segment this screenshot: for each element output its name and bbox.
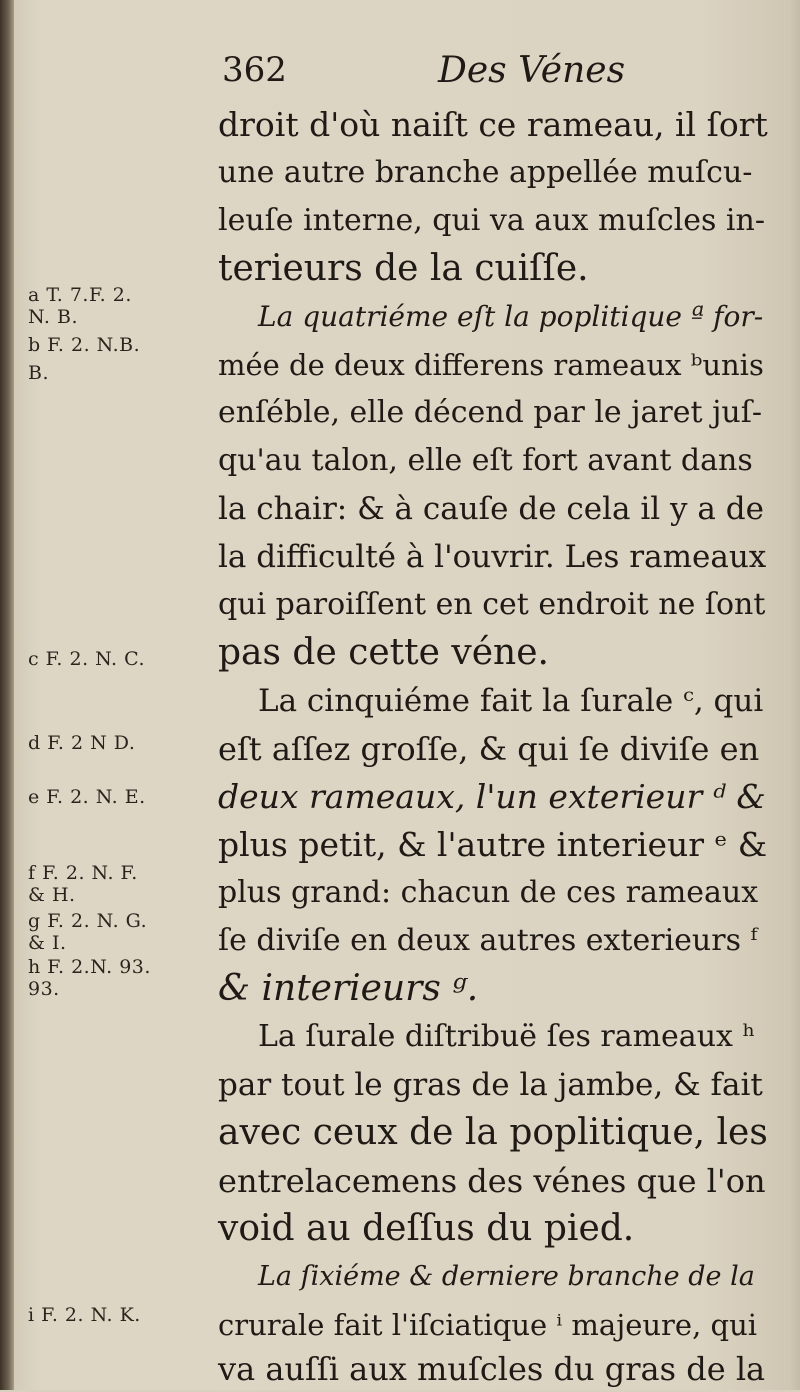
text-line: La quatriéme eſt la poplitique ª for-: [258, 300, 764, 333]
text-line: la chair: & à cauſe de cela il y a de: [218, 491, 764, 527]
text-line: leuſe interne, qui va aux muſcles in-: [218, 203, 765, 238]
book-binding-shadow: [0, 0, 14, 1390]
text-line: mée de deux differens rameaux ᵇunis: [218, 348, 764, 382]
page-header: [0, 50, 800, 100]
margin-note: a T. 7.F. 2.: [28, 284, 132, 306]
text-line: terieurs de la cuiſſe.: [218, 248, 589, 289]
margin-note: f F. 2. N. F.: [28, 862, 138, 884]
margin-note: 93.: [28, 978, 60, 1000]
text-line: plus petit, & l'autre interieur ᵉ &: [218, 825, 768, 864]
margin-note: c F. 2. N. C.: [28, 648, 146, 670]
text-line: ſe diviſe en deux autres exterieurs ᶠ: [218, 923, 758, 958]
text-line: avec ceux de la poplitique, les: [218, 1112, 768, 1153]
margin-note: & H.: [28, 884, 76, 906]
margin-note: b F. 2. N.B.: [28, 334, 141, 356]
text-line: enſéble, elle décend par le jaret juſ-: [218, 395, 762, 430]
margin-note: g F. 2. N. G.: [28, 910, 148, 932]
text-line: droit d'où naiſt ce rameau, il ſort: [218, 105, 768, 144]
margin-note: e F. 2. N. E.: [28, 786, 146, 808]
margin-note: & I.: [28, 932, 67, 954]
text-line: pas de cette véne.: [218, 632, 549, 673]
text-line: eſt aſſez groſſe, & qui ſe diviſe en: [218, 730, 760, 768]
text-line: La cinquiéme fait la ſurale ᶜ, qui: [258, 683, 764, 719]
page-number: 362: [222, 50, 287, 90]
text-line: plus grand: chacun de ces rameaux: [218, 875, 759, 910]
text-line: La ſixiéme & derniere branche de la: [258, 1261, 755, 1292]
margin-note: i F. 2. N. K.: [28, 1304, 141, 1326]
running-title: Des Vénes: [438, 50, 626, 91]
text-line: La ſurale diſtribuë ſes rameaux ʰ: [258, 1019, 756, 1054]
text-line: entrelacemens des vénes que l'on: [218, 1162, 766, 1200]
text-line: deux rameaux, l'un exterieur ᵈ &: [218, 777, 766, 816]
text-line: qui paroiſſent en cet endroit ne ſont: [218, 587, 766, 622]
text-line: une autre branche appellée muſcu-: [218, 155, 753, 190]
margin-note: h F. 2.N. 93.: [28, 956, 151, 978]
text-line: qu'au talon, elle eſt fort avant dans: [218, 443, 753, 478]
text-line: & interieurs ᵍ.: [218, 968, 479, 1009]
text-line: par tout le gras de la jambe, & fait: [218, 1067, 763, 1103]
text-line: crurale fait l'iſciatique ⁱ majeure, qui: [218, 1308, 758, 1342]
margin-note: d F. 2 N D.: [28, 732, 136, 754]
text-line: va auſſi aux muſcles du gras de la: [218, 1350, 766, 1388]
text-line: void au deſſus du pied.: [218, 1208, 635, 1249]
margin-note: B.: [28, 362, 50, 384]
margin-note: N. B.: [28, 306, 78, 328]
text-line: la difficulté à l'ouvrir. Les rameaux: [218, 539, 767, 575]
